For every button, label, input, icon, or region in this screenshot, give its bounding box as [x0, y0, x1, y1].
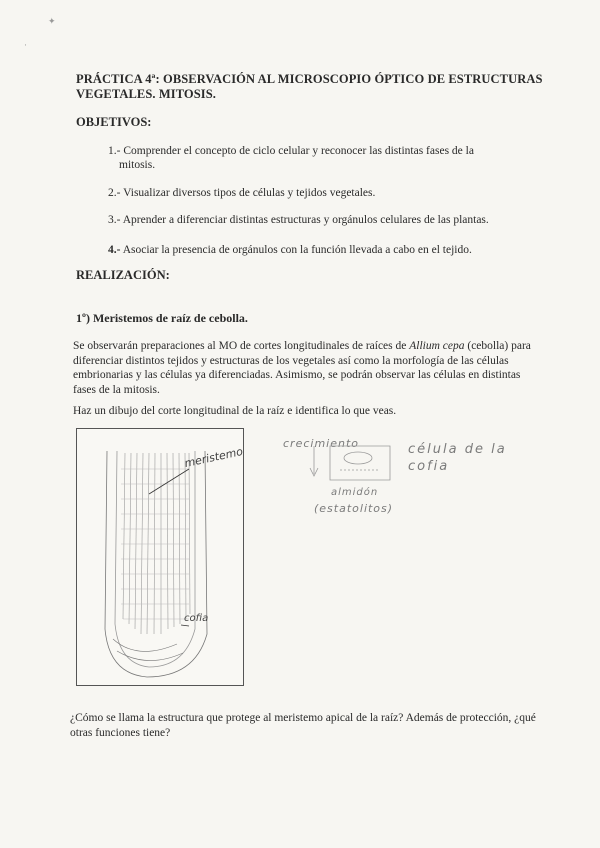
- objective-number: 1.-: [108, 145, 121, 157]
- page-title: PRÁCTICA 4ª: OBSERVACIÓN AL MICROSCOPIO ÓPTICO DE ESTRUCTURAS VEGETALES. MITOSIS.: [76, 72, 543, 101]
- label-celula-cofia: célula de la cofia: [408, 442, 507, 474]
- scan-mark: ✦: [48, 16, 56, 26]
- objective-item-1: [108, 144, 518, 172]
- label-almidon: almidón: [331, 487, 379, 498]
- paragraph-text: Se observarán preparaciones al MO de cortes longitudinales de raíces de: [73, 340, 410, 352]
- section-paragraph: [73, 339, 535, 397]
- realization-heading: REALIZACIÓN:: [76, 268, 170, 282]
- objective-text: Comprender el concepto de ciclo celular y reconocer las distintas fases de la: [123, 145, 474, 157]
- objective-number: 4.-: [108, 244, 121, 256]
- label-estatolitos: (estatolitos): [314, 502, 394, 515]
- objective-item-3: [108, 213, 489, 227]
- objective-text-continuation: mitosis.: [119, 159, 156, 171]
- drawing-box: [76, 428, 244, 686]
- objective-number: 2.-: [108, 187, 121, 199]
- question-text: ¿Cómo se llama la estructura que protege al meristemo apical de la raíz? Además de protección, ¿qué otras funciones tiene?: [70, 712, 536, 739]
- objective-item-4: [108, 243, 472, 257]
- section-title: 1º) Meristemos de raíz de cebolla.: [76, 311, 248, 325]
- objective-text: Visualizar diversos tipos de células y tejidos vegetales.: [123, 187, 376, 199]
- drawing-instruction: Haz un dibujo del corte longitudinal de la raíz e identifica lo que veas.: [73, 405, 397, 417]
- objective-text: Asociar la presencia de orgánulos con la función llevada a cabo en el tejido.: [122, 244, 472, 256]
- scan-mark: ·: [24, 40, 27, 50]
- label-crecimiento: crecimiento: [283, 437, 359, 450]
- species-name: Allium cepa: [409, 340, 465, 352]
- cell-sketch: [300, 440, 400, 490]
- objective-text: Aprender a diferenciar distintas estructuras y orgánulos celulares de las plantas.: [122, 214, 489, 226]
- label-cofia: cofia: [184, 613, 209, 624]
- root-sketch: [77, 429, 243, 685]
- label-meristemo: meristemo: [183, 444, 245, 470]
- objective-item-2: [108, 186, 375, 200]
- paragraph-text: (cebolla) para diferenciar distintos tejidos y estructuras de los vegetales así como la morfología de las células embrionarias y las células ya diferenciadas. Asimismo, se podrán observar las células en distintas fases de la mitosis.: [73, 340, 531, 396]
- objective-number: 3.-: [108, 214, 121, 226]
- objectives-heading: OBJETIVOS:: [76, 115, 152, 129]
